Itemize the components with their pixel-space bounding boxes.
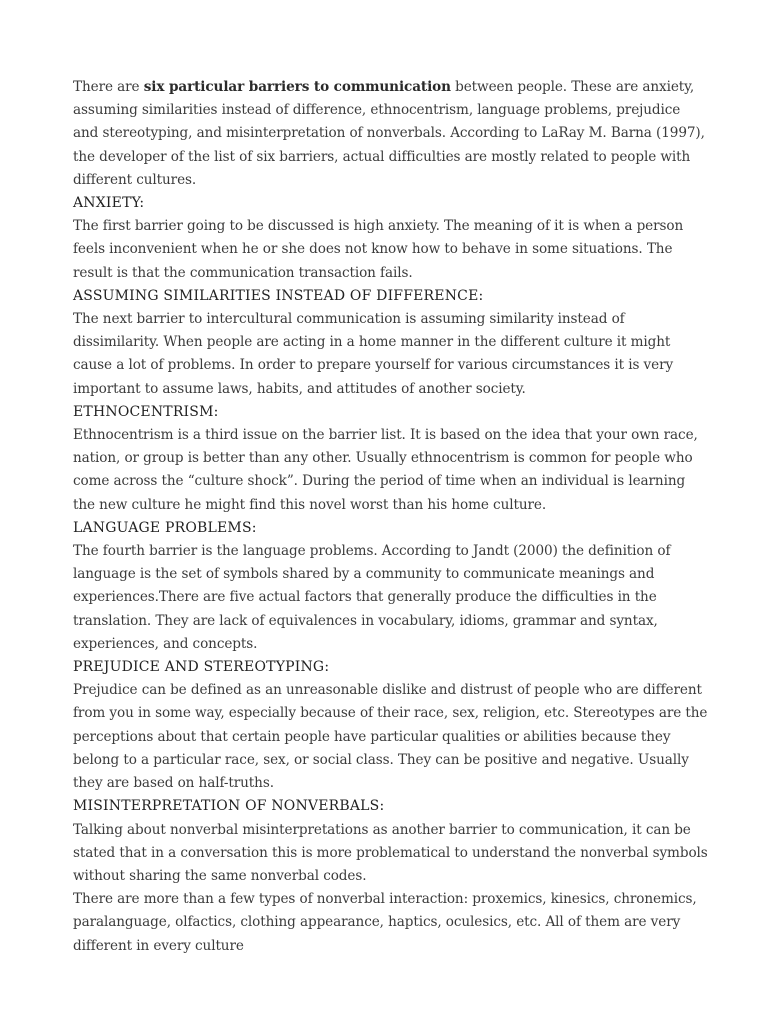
- section-paragraph: The next barrier to intercultural communication is assuming similarity instead of dissimilarity. When people are acting in a home manner in the different culture it might cause a lot of problems. In order to prepare yourself for various circumstances it is very important to assume laws, habits, and attitudes of another society.: [73, 311, 674, 397]
- section-paragraph: The first barrier going to be discussed is high anxiety. The meaning of it is when a person feels inconvenient when he or she does not know how to behave in some situations. The result is that the communication transaction fails.: [73, 218, 684, 281]
- section-heading: LANGUAGE PROBLEMS:: [73, 519, 257, 536]
- section-prejudice-stereotyping: [73, 656, 709, 795]
- section-anxiety: [73, 192, 709, 285]
- section-paragraph: Talking about nonverbal misinterpretations as another barrier to communication, it can be stated that in a conversation this is more problematical to understand the nonverbal symbols without sharing the same nonverbal codes.: [73, 821, 708, 884]
- document-page: [73, 76, 709, 958]
- section-heading: PREJUDICE AND STEREOTYPING:: [73, 659, 330, 676]
- section-assuming-similarities: [73, 285, 709, 401]
- section-paragraph: Ethnocentrism is a third issue on the barrier list. It is based on the idea that your own race, nation, or group is better than any other. Usually ethnocentrism is common for people who come across the “culture shock”. During the period of time when an individual is learning the new culture he might find this novel worst than his home culture.: [73, 427, 698, 513]
- intro-text-start: There are: [73, 79, 144, 95]
- intro-paragraph: [73, 76, 709, 192]
- section-paragraph: Prejudice can be defined as an unreasonable dislike and distrust of people who are different from you in some way, especially because of their race, sex, religion, etc. Stereotypes are the perceptions about that certain people have particular qualities or abilities because they belong to a particular race, sex, or social class. They can be positive and negative. Usually they are based on half-truths.: [73, 682, 708, 792]
- intro-text-end: between people. These are anxiety, assuming similarities instead of difference, ethnocentrism, language problems, prejudice and stereotyping, and misinterpretation of nonverbals. According to LaRay M. Barna (1997), the developer of the list of six barriers, actual difficulties are mostly related to people with different cultures.: [73, 79, 705, 188]
- section-heading: ASSUMING SIMILARITIES INSTEAD OF DIFFERENCE:: [73, 287, 484, 304]
- section-heading: ETHNOCENTRISM:: [73, 403, 219, 420]
- section-paragraph: There are more than a few types of nonverbal interaction: proxemics, kinesics, chronemics, paralanguage, olfactics, clothing appearance, haptics, oculesics, etc. All of them are very different in every culture: [73, 891, 697, 954]
- section-heading: MISINTERPRETATION OF NONVERBALS:: [73, 798, 385, 815]
- intro-emphasis: six particular barriers to communication: [143, 79, 451, 95]
- section-ethnocentrism: [73, 401, 709, 517]
- section-misinterpretation-nonverbals: [73, 795, 709, 957]
- section-heading: ANXIETY:: [73, 195, 145, 212]
- section-language-problems: [73, 517, 709, 656]
- section-paragraph: The fourth barrier is the language problems. According to Jandt (2000) the definition of language is the set of symbols shared by a community to communicate meanings and experiences.There are five actual factors that generally produce the difficulties in the translation. They are lack of equivalences in vocabulary, idioms, grammar and syntax, experiences, and concepts.: [73, 543, 671, 652]
